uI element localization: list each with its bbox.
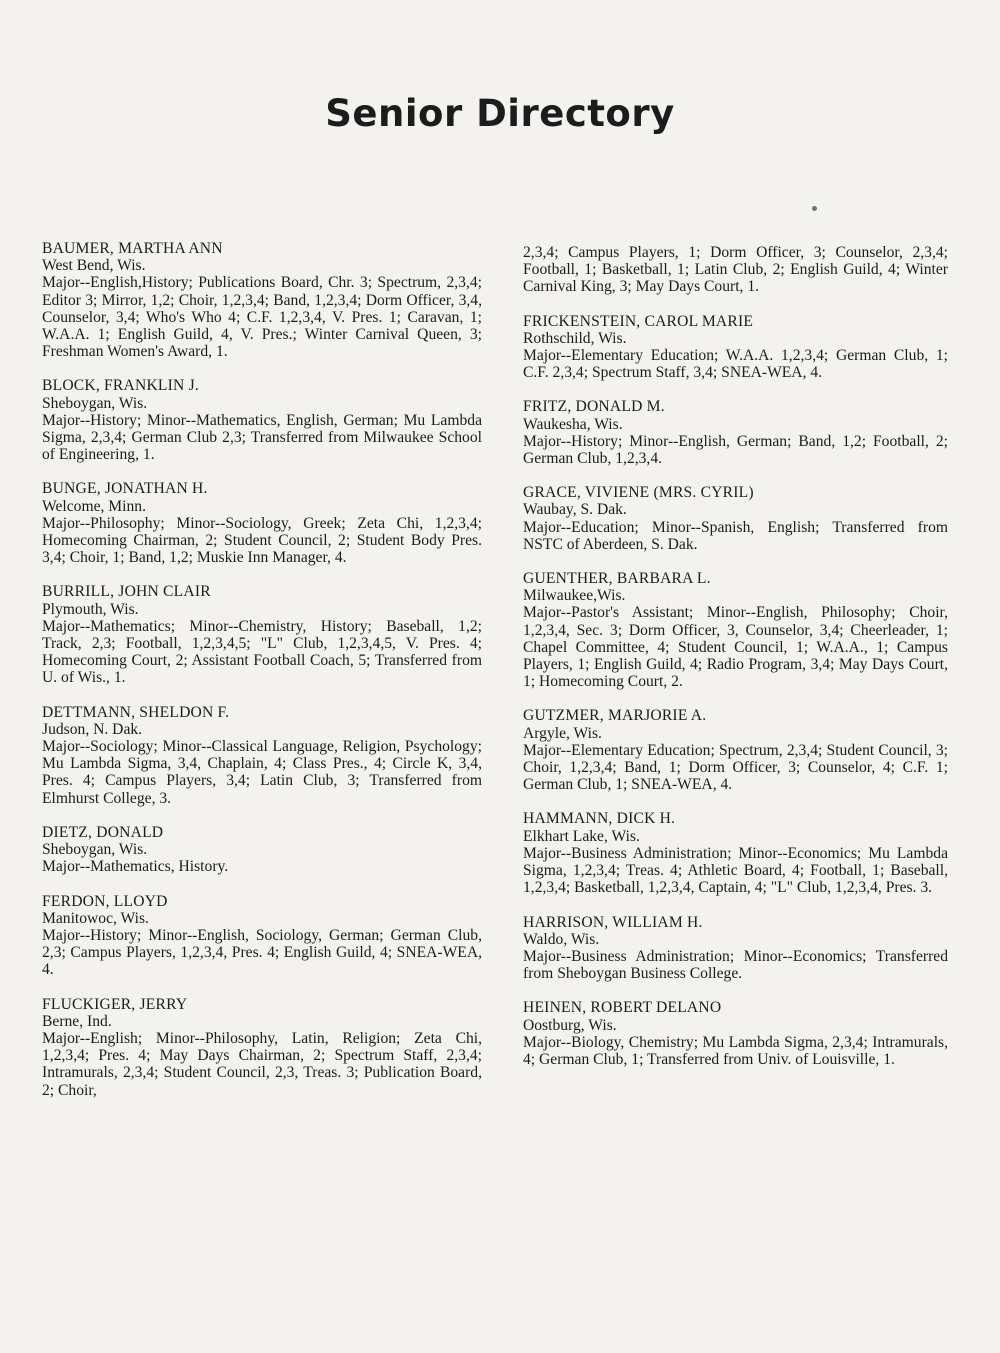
student-details: Major--Sociology; Minor--Classical Language, Religion, Psychology; Mu Lambda Sigma, 3,4, Chaplain, 4; Class Pres., 4; Circle K, 3,4, Pres. 4; Campus Players, 3,4; Latin Club, 3; Transferred from Elmhurst College, 3. — [42, 738, 482, 807]
student-details: Major--English,History; Publications Board, Chr. 3; Spectrum, 2,3,4; Editor 3; Mirror, 1,2; Choir, 1,2,3,4; Band, 1,2,3,4; Dorm Officer, 3,4, Counselor, 3,4; Who's Who 4; C.F. 1,2,3,4, V. Pres. 1; Caravan, 1; W.A.A. 1; English Guild, 4, V. Pres.; Winter Carnival Queen, 3; Freshman Women's Award, 1. — [42, 274, 482, 361]
student-details: Major--Biology, Chemistry; Mu Lambda Sigma, 2,3,4; Intramurals, 4; German Club, 1; Transferred from Univ. of Louisville, 1. — [523, 1033, 948, 1068]
student-hometown: Manitowoc, Wis. — [42, 909, 149, 927]
student-hometown: Judson, N. Dak. — [42, 720, 143, 738]
student-details: Major--English; Minor--Philosophy, Latin, Religion; Zeta Chi, 1,2,3,4; Pres. 4; May Days Chairman, 2; Spectrum Staff, 2,3,4; Intramurals, 2,3,4; Student Council, 2,3, Treas. 3; Publication Board, 2; Choir, — [42, 1029, 482, 1099]
student-hometown: Milwaukee,Wis. — [523, 587, 626, 605]
directory-entry — [42, 704, 482, 807]
left-column — [42, 240, 482, 1116]
directory-entry — [523, 999, 948, 1068]
student-hometown: Berne, Ind. — [42, 1012, 112, 1030]
student-details: Major--Business Administration; Minor--Economics; Transferred from Sheboygan Business College. — [523, 947, 948, 983]
student-hometown: Elkhart Lake, Wis. — [523, 827, 640, 845]
student-name: DETTMANN, SHELDON F. — [42, 703, 230, 721]
student-details: Major--History; Minor--English, German; Band, 1,2; Football, 2; German Club, 1,2,3,4. — [523, 432, 948, 468]
directory-entry — [523, 810, 948, 896]
student-hometown: Argyle, Wis. — [523, 724, 602, 742]
student-name: GUENTHER, BARBARA L. — [523, 570, 711, 588]
student-name: BLOCK, FRANKLIN J. — [42, 377, 199, 395]
student-name: GUTZMER, MARJORIE A. — [523, 707, 707, 725]
student-hometown: Waldo, Wis. — [523, 930, 600, 948]
ink-speck — [812, 206, 817, 211]
directory-entry — [42, 824, 482, 876]
student-hometown: West Bend, Wis. — [42, 257, 146, 275]
student-name: FLUCKIGER, JERRY — [42, 995, 188, 1013]
directory-entry — [42, 583, 482, 686]
student-name: FRICKENSTEIN, CAROL MARIE — [523, 312, 754, 330]
directory-entry — [42, 996, 482, 1099]
directory-entry — [523, 707, 948, 793]
directory-entry — [42, 893, 482, 979]
student-name: FRITZ, DONALD M. — [523, 398, 665, 416]
directory-entry — [42, 377, 482, 463]
student-name: BURRILL, JOHN CLAIR — [42, 583, 211, 601]
directory-entry — [42, 480, 482, 566]
student-hometown: Rothschild, Wis. — [523, 329, 627, 347]
page-title: Senior Directory — [325, 92, 675, 135]
student-hometown: Oostburg, Wis. — [523, 1016, 617, 1034]
student-details: Major--Mathematics, History. — [42, 858, 229, 876]
student-details: Major--Elementary Education; W.A.A. 1,2,3,4; German Club, 1; C.F. 2,3,4; Spectrum Staff, 3,4; SNEA-WEA, 4. — [523, 347, 948, 382]
student-hometown: Welcome, Minn. — [42, 497, 146, 515]
student-name: GRACE, VIVIENE (MRS. CYRIL) — [523, 484, 754, 502]
directory-entry — [523, 313, 948, 382]
directory-entry — [523, 484, 948, 553]
student-name: BUNGE, JONATHAN H. — [42, 480, 208, 498]
student-name: FERDON, LLOYD — [42, 892, 168, 910]
directory-entry — [523, 914, 948, 983]
student-hometown: Plymouth, Wis. — [42, 600, 139, 618]
directory-entry — [523, 398, 948, 467]
student-details: Major--Mathematics; Minor--Chemistry, History; Baseball, 1,2; Track, 2,3; Football, 1,2,3,4,5; "L" Club, 1,2,3,4,5, V. Pres. 4; Homecoming Court, 2; Assistant Football Coach, 5; Transferred from U. of Wis., 1. — [42, 617, 482, 687]
right-column — [523, 244, 948, 1085]
student-hometown: Sheboygan, Wis. — [42, 841, 148, 859]
student-name: BAUMER, MARTHA ANN — [42, 240, 223, 257]
student-hometown: Waubay, S. Dak. — [523, 501, 627, 519]
student-details: Major--Business Administration; Minor--Economics; Mu Lambda Sigma, 1,2,3,4; Treas. 4; Athletic Board, 4; Football, 1; Baseball, 1,2,3,4; Basketball, 1,2,3,4, Captain, 4; "L" Club, 1,2,3,4, Pres. 3. — [523, 844, 948, 897]
student-details: Major--Pastor's Assistant; Minor--English, Philosophy; Choir, 1,2,3,4, Sec. 3; Dorm Officer, 3, Counselor, 3,4; Cheerleader, 1; Chapel Committee, 4; Student Council, 1; W.A.A., 1; Campus Players, 1; English Guild, 4; Radio Program, 3,4; May Days Court, 1; Homecoming Court, 2. — [523, 604, 948, 691]
directory-entry — [523, 570, 948, 690]
directory-entry — [42, 240, 482, 360]
student-details: Major--Philosophy; Minor--Sociology, Greek; Zeta Chi, 1,2,3,4; Homecoming Chairman, 2; Student Council, 2; Student Body Pres. 3,4; Choir, 1; Band, 1,2; Muskie Inn Manager, 4. — [42, 514, 482, 567]
student-name: HEINEN, ROBERT DELANO — [523, 999, 722, 1017]
student-hometown: Waukesha, Wis. — [523, 415, 623, 433]
student-details: Major--Elementary Education; Spectrum, 2,3,4; Student Council, 3; Choir, 1,2,3,4; Band, 1; Dorm Officer, 3; Counselor, 4; C.F. 1; German Club, 1; SNEA-WEA, 4. — [523, 741, 948, 794]
student-details: Major--History; Minor--Mathematics, English, German; Mu Lambda Sigma, 2,3,4; German Club 2,3; Transferred from Milwaukee School of Engineering, 1. — [42, 411, 482, 464]
student-details: Major--Education; Minor--Spanish, English; Transferred from NSTC of Aberdeen, S. Dak. — [523, 518, 948, 553]
student-hometown: Sheboygan, Wis. — [42, 394, 148, 412]
student-details: Major--History; Minor--English, Sociology, German; German Club, 2,3; Campus Players, 1,2,3,4, Pres. 4; English Guild, 4; SNEA-WEA, 4. — [42, 926, 482, 979]
student-name: DIETZ, DONALD — [42, 823, 164, 841]
student-name: HAMMANN, DICK H. — [523, 810, 676, 828]
continued-entry-text: 2,3,4; Campus Players, 1; Dorm Officer, 3; Counselor, 2,3,4; Football, 1; Basketball, 1; Latin Club, 2; English Guild, 4; Winter Carnival King, 3; May Days Court, 1. — [523, 244, 948, 296]
student-name: HARRISON, WILLIAM H. — [523, 913, 703, 931]
